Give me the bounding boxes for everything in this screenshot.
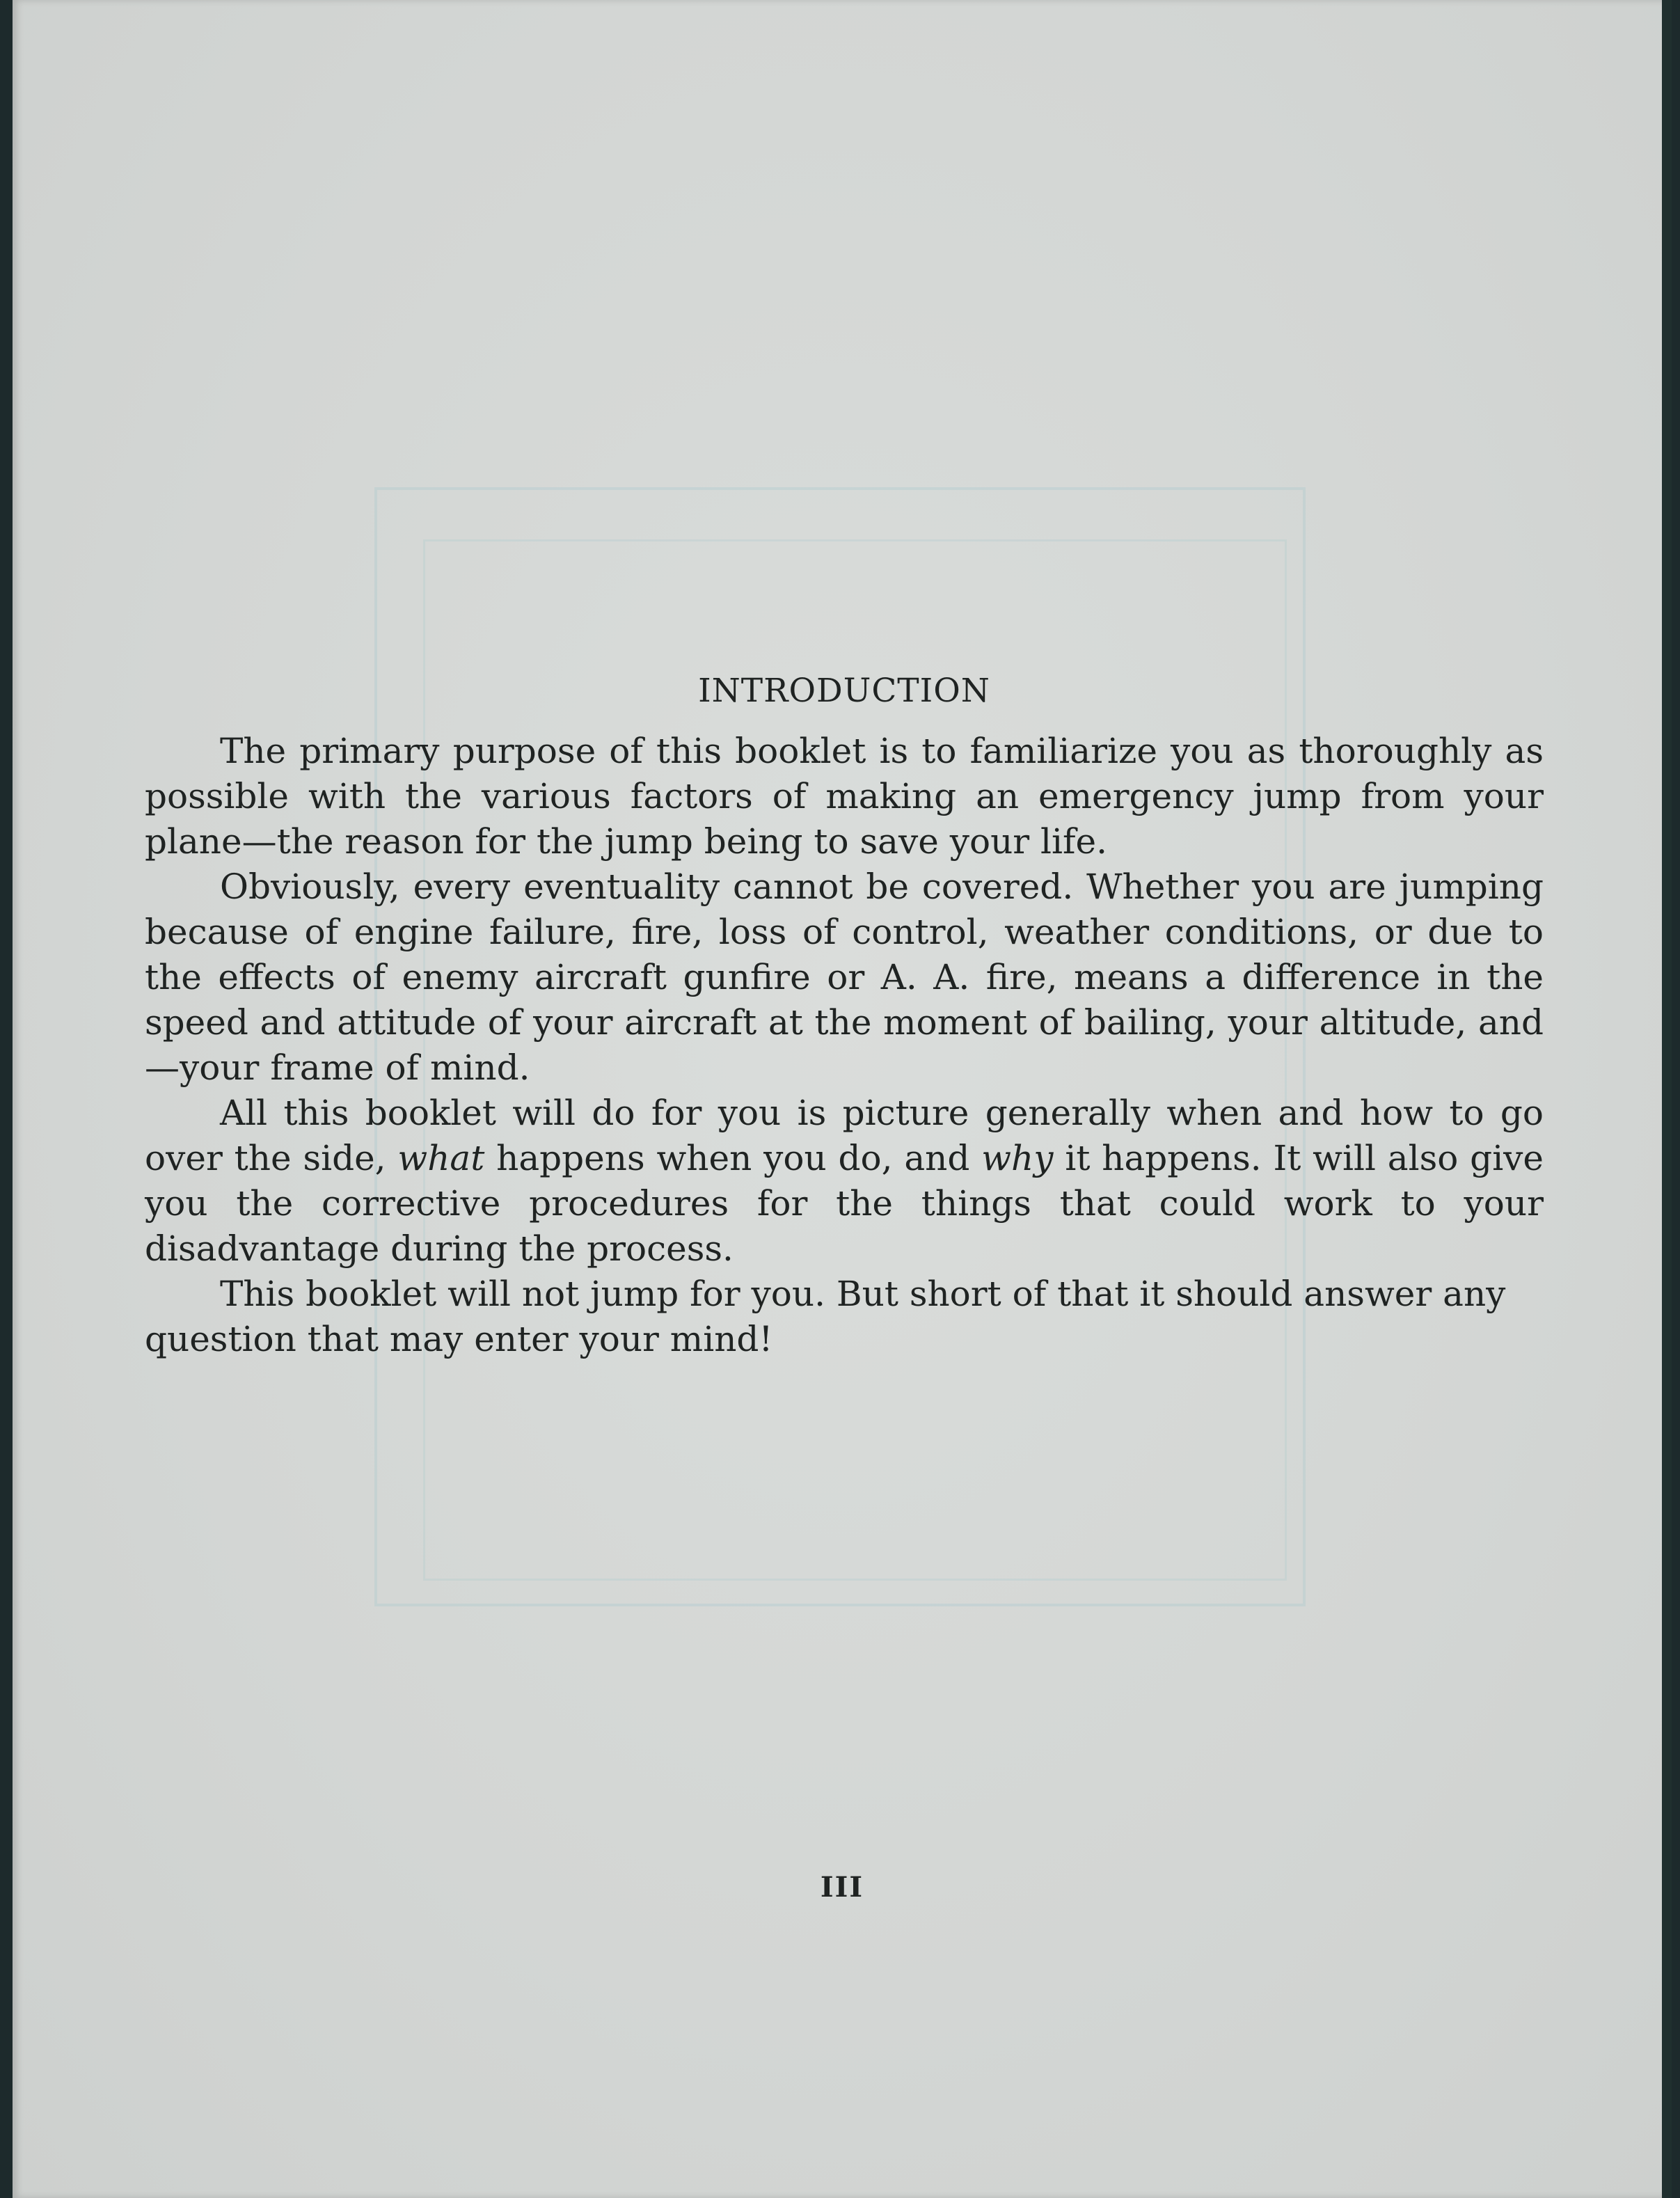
paragraph-3-text-a: All this booklet will do for you is picture generally when and how to go over the side, — [145, 1093, 1544, 1178]
paragraph-1 — [145, 729, 1544, 864]
text-block — [145, 668, 1544, 1362]
paragraph-3-text-c: it happens. It will also give you the corrective procedures for the things that could work to your disadvantage during the process. — [145, 1138, 1544, 1269]
book-page — [13, 0, 1672, 2198]
paragraph-1-text: The primary purpose of this booklet is to familiarize you as thoroughly as possible with the various factors of making an emergency jump from your plane—the reason for the jump being to save your life. — [145, 731, 1544, 862]
paragraph-4 — [145, 1272, 1544, 1362]
paragraph-3-text-b: happens when you do, and — [484, 1138, 982, 1178]
paragraph-3-italic-what: what — [397, 1138, 485, 1178]
paragraph-3-italic-why: why — [981, 1138, 1054, 1178]
page-heading: INTRODUCTION — [698, 672, 990, 710]
paragraph-4-text: This booklet will not jump for you. But short of that it should answer any question that may enter your mind! — [145, 1274, 1506, 1359]
paragraph-2 — [145, 864, 1544, 1091]
book-edge — [1662, 0, 1672, 2198]
paragraph-3 — [145, 1091, 1544, 1272]
page-number: III — [820, 1871, 864, 1904]
paragraph-2-text: Obviously, every eventuality cannot be covered. Whether you are jumping because of engine failure, fire, loss of control, weather conditions, or due to the effects of enemy aircraft gunfire or A. A. fire, means a difference in the speed and attitude of your aircraft at the moment of bailing, your altitude, and—your frame of mind. — [145, 867, 1544, 1088]
